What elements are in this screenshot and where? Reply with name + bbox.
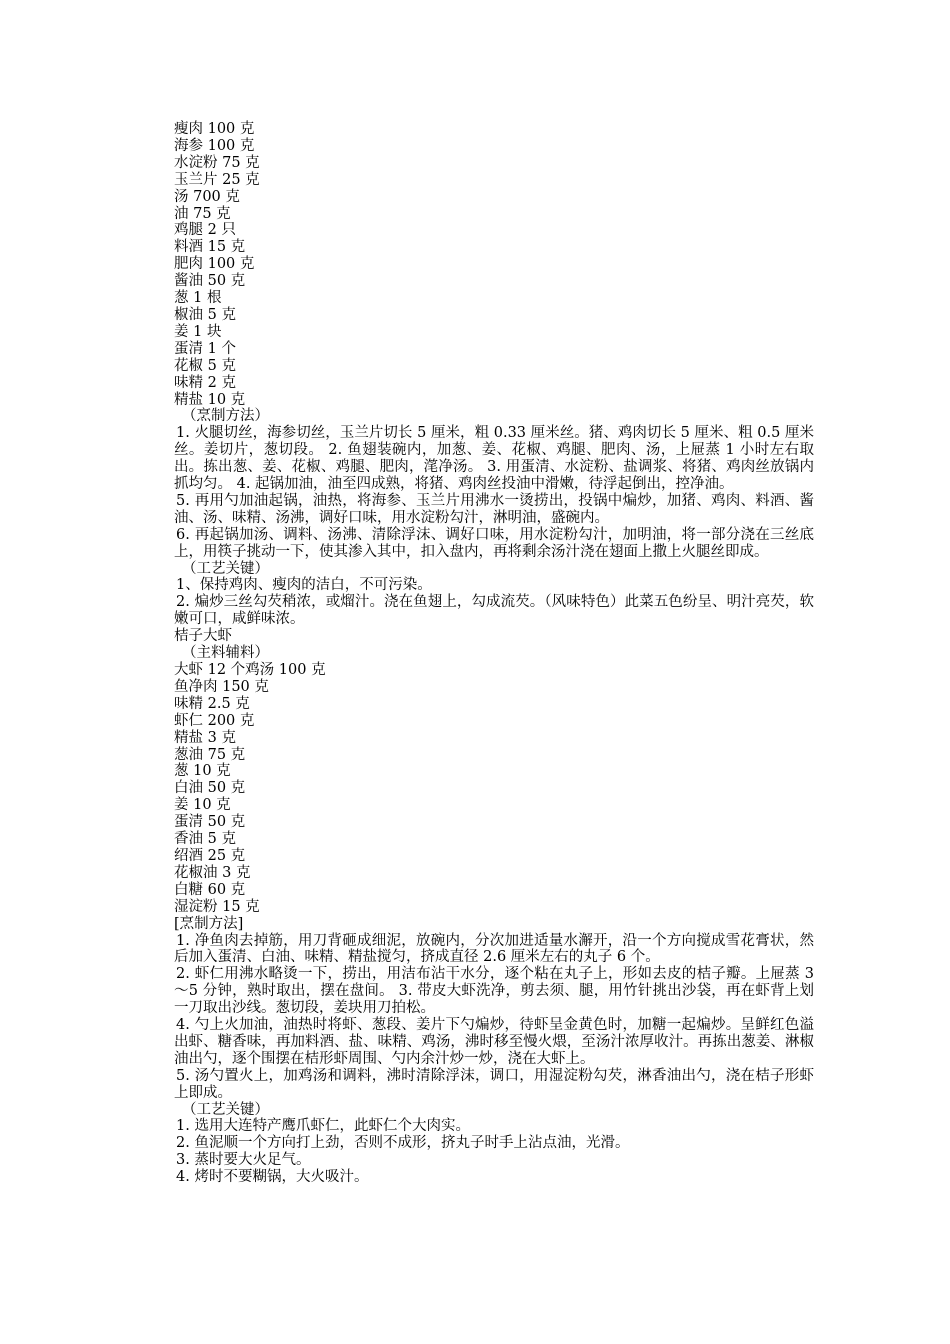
- ingredient-line: 酱油 50 克: [174, 273, 246, 290]
- ingredient-line: 玉兰片 25 克: [174, 171, 260, 188]
- key-heading-1: （工艺关键）: [182, 560, 269, 577]
- ingredient-line: 白油 50 克: [174, 780, 246, 797]
- ingredient-line: 葱油 75 克: [174, 746, 246, 763]
- ingredient-line: 鱼净肉 150 克: [174, 678, 269, 695]
- ingredient-line: 湿淀粉 15 克: [174, 898, 260, 915]
- dish-title: 桔子大虾: [174, 628, 232, 645]
- method-heading-2: [烹制方法]: [174, 915, 244, 932]
- ingredient-line: 蛋清 1 个: [174, 340, 236, 357]
- ingredient-line: 香油 5 克: [174, 831, 236, 848]
- ingredients-heading-2: （主料辅料）: [182, 645, 269, 662]
- key-paragraph: 2. 鱼泥顺一个方向打上劲，否则不成形，挤丸子时手上沾点油，光滑。: [176, 1135, 630, 1152]
- key-heading-2: （工艺关键）: [182, 1101, 269, 1118]
- key-paragraph: 1、保持鸡肉、瘦肉的洁白，不可污染。: [176, 577, 432, 594]
- ingredient-line: 精盐 3 克: [174, 729, 236, 746]
- method-heading-1: （烹制方法）: [182, 408, 269, 425]
- ingredient-line: 瘦肉 100 克: [174, 121, 255, 137]
- ingredient-line: 花椒油 3 克: [174, 864, 251, 881]
- ingredient-line: 大虾 12 个鸡汤 100 克: [174, 662, 326, 678]
- ingredient-list-2: [174, 662, 814, 916]
- document-body: [174, 121, 814, 1186]
- ingredient-line: 葱 1 根: [174, 290, 222, 307]
- method-paragraph: 5. 汤勺置火上，加鸡汤和调料，沸时清除浮沫，调口，用湿淀粉勾芡，淋香油出勺，浇在桔子形虾上即成。: [174, 1067, 814, 1101]
- ingredient-line: 花椒 5 克: [174, 357, 236, 374]
- ingredient-line: 姜 10 克: [174, 797, 231, 814]
- method-paragraph: 6. 再起锅加汤、调料、汤沸、清除浮沫、调好口味，用水淀粉勾汁，加明油，将一部分浇在三丝底上，用筷子挑动一下，使其渗入其中，扣入盘内，再将剩余汤汁浇在翅面上撒上火腿丝即成。: [174, 526, 814, 560]
- method-paragraph: 4. 勺上火加油，油热时将虾、葱段、姜片下勺煸炒，待虾呈金黄色时，加糖一起煸炒。呈鲜红色溢出虾、糖香味，再加料酒、盐、味精、鸡汤，沸时移至慢火煨，至汤汁浓厚收汁。再拣出葱姜、淋椒油出勺，逐个围摆在桔形虾周围、勺内余汁炒一炒，浇在大虾上。: [174, 1017, 814, 1067]
- ingredient-line: 白糖 60 克: [174, 881, 246, 898]
- ingredient-line: 绍酒 25 克: [174, 847, 246, 864]
- ingredient-line: 料酒 15 克: [174, 239, 246, 256]
- method-paragraph: 2. 虾仁用沸水略烫一下，捞出，用洁布沾干水分，逐个粘在丸子上，形如去皮的桔子瓣。上屉蒸 3～5 分钟，熟时取出，摆在盘间。 3. 带皮大虾洗净，剪去须、腿，用竹针挑出沙袋，再在虾背上划一刀取出沙线。葱切段，姜块用刀拍松。: [174, 966, 814, 1017]
- method-paragraph: 1. 净鱼肉去掉筋，用刀背砸成细泥，放碗内，分次加进适量水澥开，沿一个方向搅成雪花膏状，然后加入蛋清、白油、味精、精盐搅匀，挤成直径 2.6 厘米左右的丸子 6 个。: [174, 932, 814, 966]
- method-paragraph: 1. 火腿切丝，海参切丝，玉兰片切长 5 厘米，粗 0.33 厘米丝。猪、鸡肉切长 5 厘米、粗 0.5 厘米丝。姜切片，葱切段。 2. 鱼翅装碗内，加葱、姜、花椒、鸡腿、肥肉、汤，上屉蒸 1 小时左右取出。拣出葱、姜、花椒、鸡腿、肥肉，滗净汤。 3. 用蛋清、水淀粉、盐调浆、将猪、鸡肉丝放锅内抓均匀。 4. 起锅加油，油至四成熟，将猪、鸡肉丝投油中滑嫩，待浮起倒出，控净油。: [174, 425, 814, 493]
- ingredient-line: 水淀粉 75 克: [174, 154, 260, 171]
- method-paragraph: 5. 再用勺加油起锅，油热，将海参、玉兰片用沸水一烫捞出，投锅中煸炒，加猪、鸡肉、料酒、酱油、汤、味精、汤沸，调好口味，用水淀粉勾汁，淋明油，盛碗内。: [174, 492, 814, 526]
- ingredient-line: 葱 10 克: [174, 763, 231, 780]
- ingredient-line: 海参 100 克: [174, 137, 255, 154]
- ingredient-line: 椒油 5 克: [174, 306, 236, 323]
- ingredient-line: 虾仁 200 克: [174, 712, 255, 729]
- ingredient-line: 汤 700 克: [174, 188, 240, 205]
- ingredient-line: 肥肉 100 克: [174, 256, 255, 273]
- ingredient-list-1: [174, 121, 814, 408]
- ingredient-line: 味精 2 克: [174, 374, 236, 391]
- key-paragraph: 3. 蒸时要大火足气。: [176, 1152, 311, 1169]
- ingredient-line: 姜 1 块: [174, 323, 222, 340]
- ingredient-line: 油 75 克: [174, 205, 231, 222]
- ingredient-line: 精盐 10 克: [174, 391, 246, 408]
- ingredient-line: 鸡腿 2 只: [174, 222, 236, 239]
- key-paragraph: 1. 选用大连特产鹰爪虾仁，此虾仁个大肉实。: [176, 1118, 470, 1135]
- ingredient-line: 蛋清 50 克: [174, 814, 246, 831]
- key-paragraph: 4. 烤时不要糊锅，大火吸汁。: [176, 1169, 369, 1186]
- key-paragraph: 2. 煸炒三丝勾芡稍浓，或熘汁。浇在鱼翅上，勾成流芡。（风味特色）此菜五色纷呈、明汁亮芡，软嫩可口，咸鲜味浓。: [174, 594, 814, 628]
- ingredient-line: 味精 2.5 克: [174, 695, 250, 712]
